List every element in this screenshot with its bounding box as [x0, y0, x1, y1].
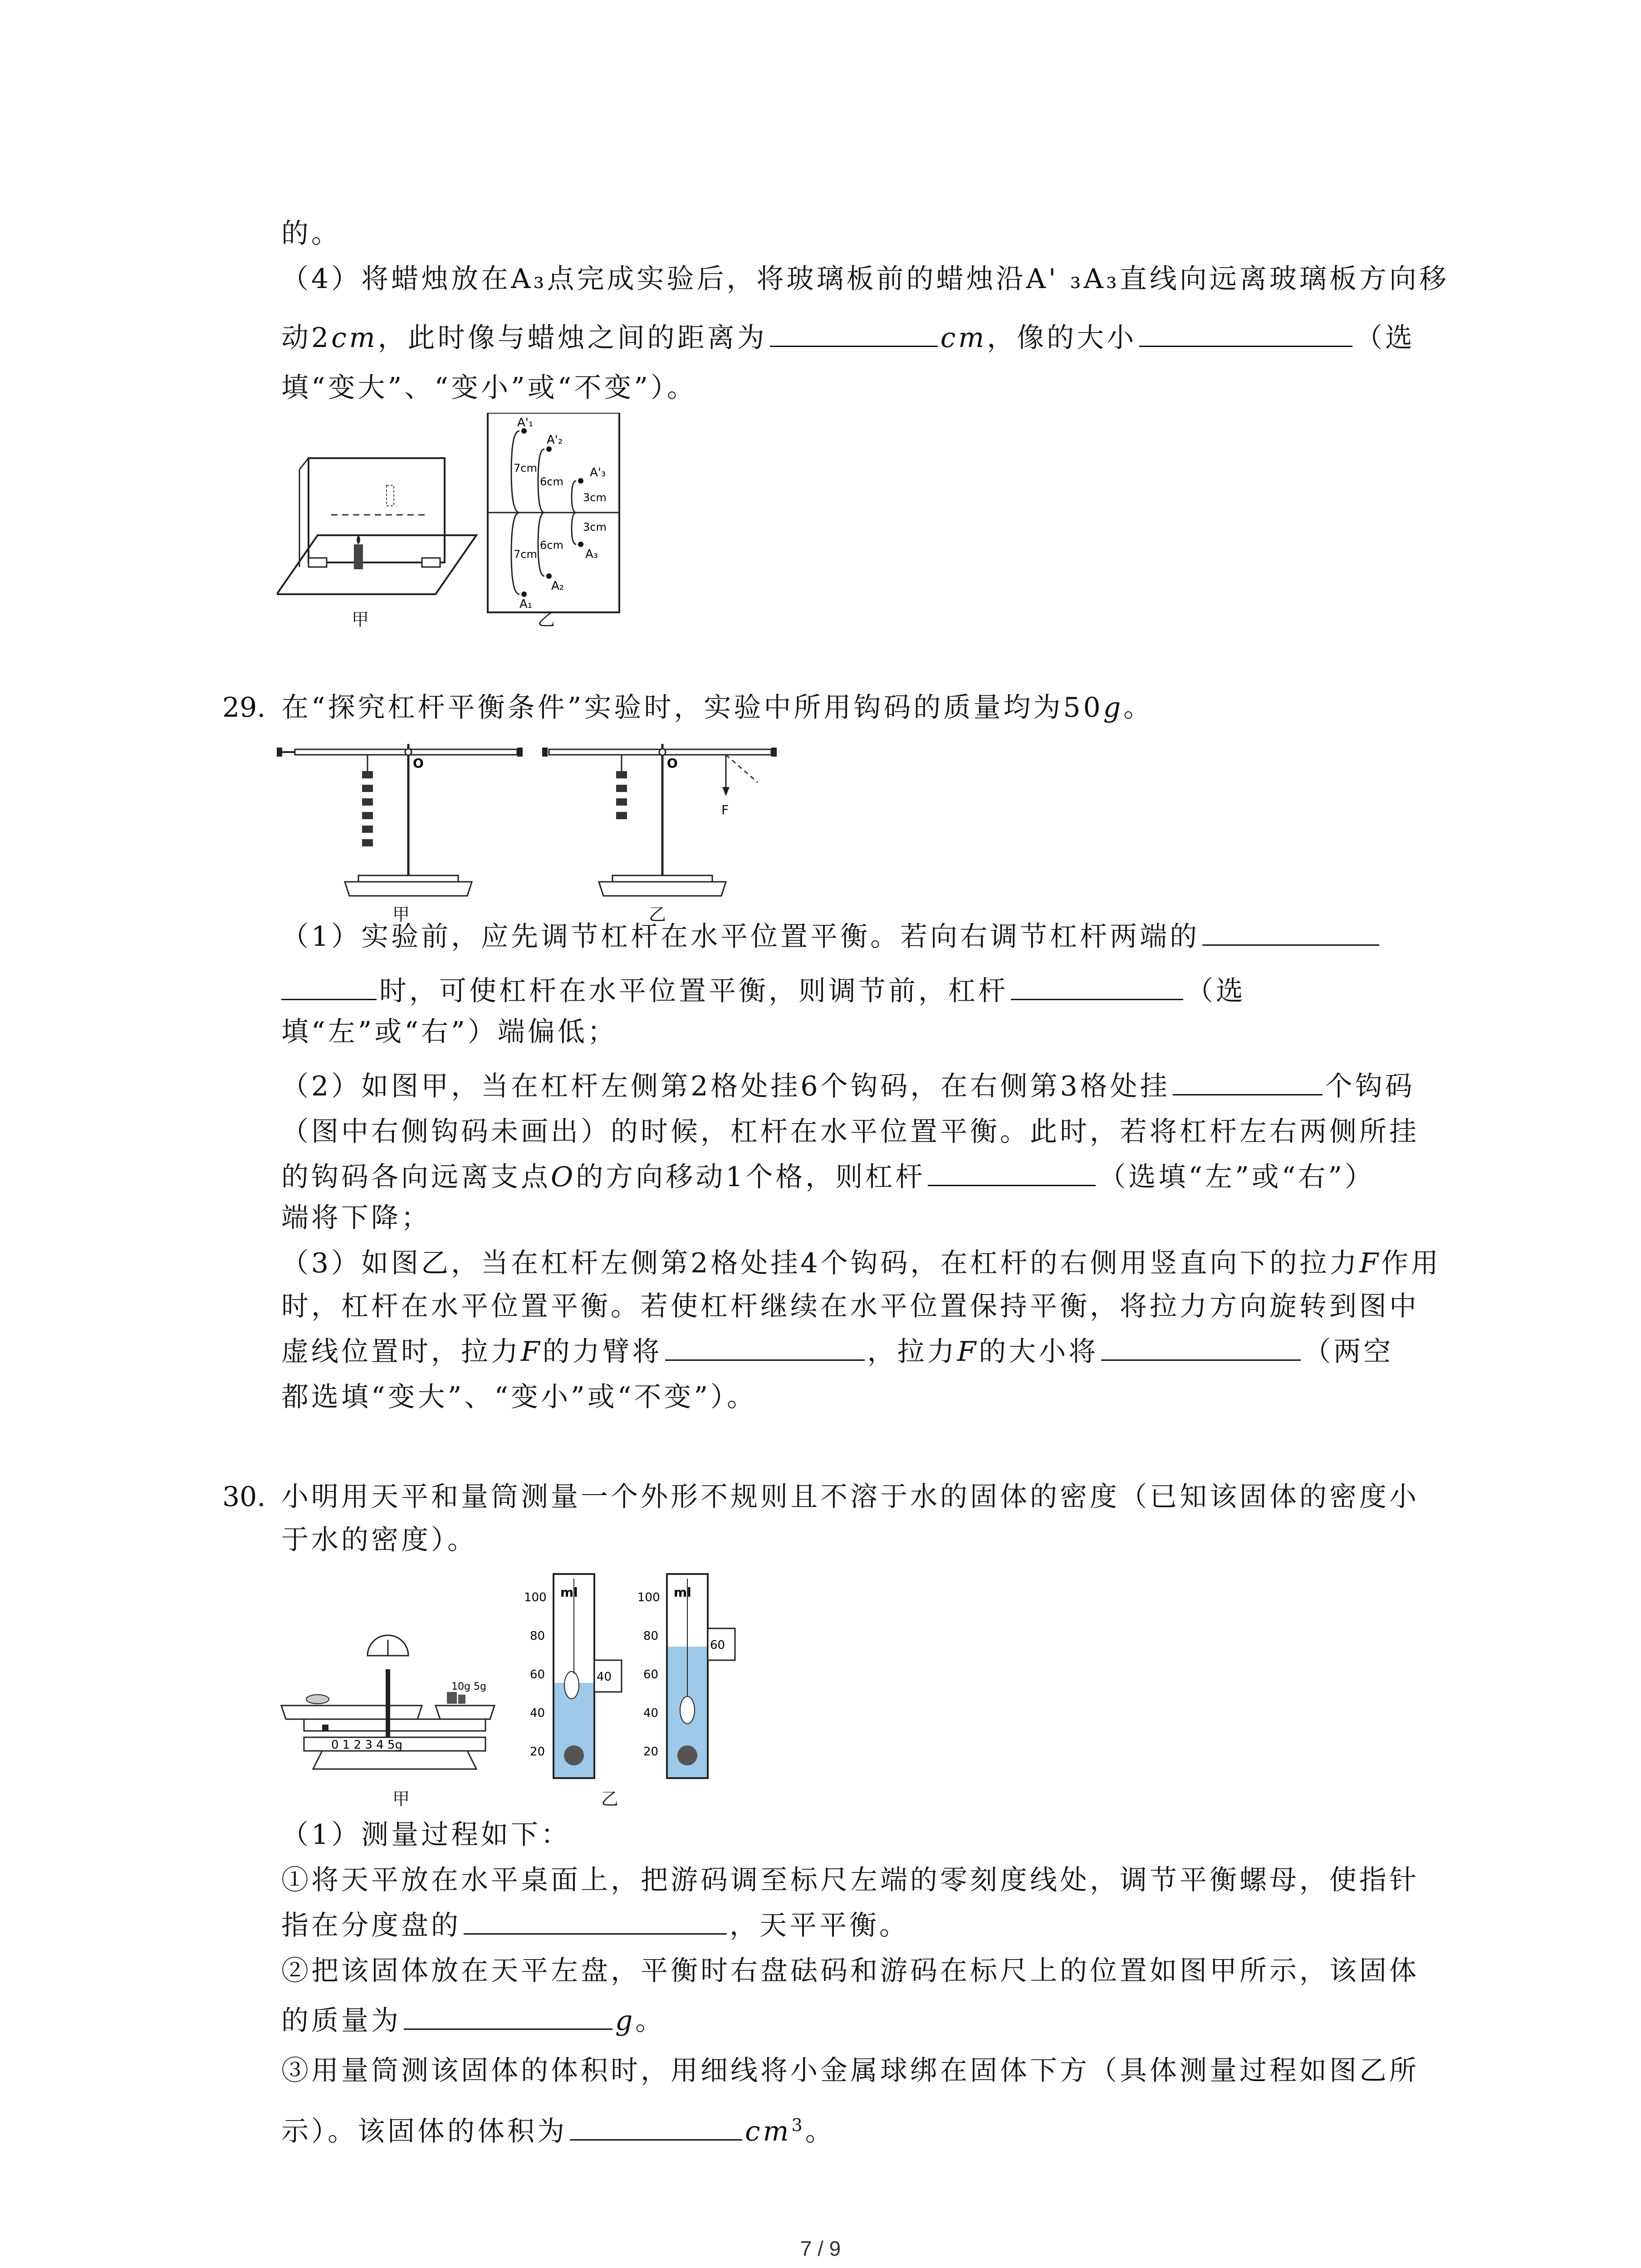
q29-p1-b: 时，可使杠杆在水平位置平衡，则调节前，杠杆 （选: [281, 971, 1246, 1012]
q30-label-scale: 0 1 2 3 4 5g: [331, 1738, 403, 1752]
tick-40-b: 40: [643, 1706, 659, 1720]
q30-reading-60: 60: [710, 1638, 725, 1652]
q30-p1-3b: 示）。该固体的体积为 $cm^3$。: [281, 2105, 835, 2152]
q30-number: 30.: [222, 1481, 266, 1513]
label-a3: A₃: [585, 547, 598, 561]
q30-p1-2b: 的质量为 g。: [281, 2000, 665, 2041]
q29-label-o-yi: O: [667, 756, 678, 771]
answer-blank[interactable]: [665, 1331, 865, 1361]
answer-blank[interactable]: [1139, 318, 1352, 347]
q30-p1-3a: ③用量筒测该固体的体积时，用细线将小金属球绑在固体下方（具体测量过程如图乙所: [281, 2055, 1419, 2087]
q29-p1-a: （1）实验前，应先调节杠杆在水平位置平衡。若向右调节杠杆两端的: [281, 916, 1382, 957]
q28-line-3: 填“变大”、“变小”或“不变”）。: [281, 372, 697, 404]
q30-stem-1: 小明用天平和量筒测量一个外形不规则且不溶于水的固体的密度（已知该固体的密度小: [281, 1481, 1419, 1513]
q28-caption-yi: 乙: [538, 610, 555, 630]
q29-stem: 在“探究杠杆平衡条件”实验时，实验中所用钩码的质量均为50g。: [281, 692, 1154, 723]
label-a2prime: A'₂: [547, 433, 563, 447]
q29-p3-c: 虚线位置时，拉力F的力臂将 ，拉力F的大小将 （两空: [281, 1331, 1393, 1372]
q29-p1-d: 填“左”或“右”）端偏低；: [281, 1016, 617, 1048]
label-6cm-top: 6cm: [540, 475, 563, 488]
q29-p3-a: （3）如图乙，当在杠杆左侧第2格处挂4个钩码，在杠杆的右侧用竖直向下的拉力F作用: [281, 1247, 1441, 1279]
q28-caption-jia: 甲: [352, 610, 369, 630]
q29-caption-jia: 甲: [392, 904, 410, 924]
tick-60-a: 60: [530, 1668, 545, 1681]
q29-label-o-jia: O: [413, 756, 424, 771]
q29-p2-a: （2）如图甲，当在杠杆左侧第2格处挂6个钩码，在右侧第3格处挂 个钩码: [281, 1066, 1415, 1107]
q29-p3-b: 时，杠杆在水平位置平衡。若使杠杆继续在水平位置保持平衡，将拉力方向旋转到图中: [281, 1290, 1419, 1322]
q29-label-f: F: [721, 802, 729, 817]
tick-100-b: 100: [637, 1591, 660, 1604]
q30-reading-40: 40: [597, 1670, 612, 1684]
answer-blank[interactable]: [1011, 971, 1183, 1000]
q30-p1-1b: 指在分度盘的 ，天平平衡。: [281, 1905, 909, 1946]
tick-80-b: 80: [643, 1629, 659, 1643]
tick-100-a: 100: [524, 1591, 547, 1604]
tick-60-b: 60: [643, 1668, 659, 1681]
tick-40-a: 40: [530, 1706, 545, 1720]
tick-20-a: 20: [530, 1745, 545, 1759]
q29-p2-c: （图中右侧钩码未画出）的时候，杠杆在水平位置平衡。此时，若将杠杆左右两侧所挂: [281, 1116, 1419, 1148]
q30-label-ml-1: ml: [560, 1585, 578, 1600]
answer-blank[interactable]: [1101, 1331, 1301, 1361]
tick-80-a: 80: [530, 1629, 545, 1643]
answer-blank[interactable]: [928, 1157, 1096, 1186]
q28-line-2: 动2cm，此时像与蜡烛之间的距离为 cm，像的大小 （选: [281, 318, 1415, 358]
tick-20-b: 20: [643, 1745, 659, 1759]
answer-blank[interactable]: [1173, 1066, 1323, 1095]
q30-p1-1a: ①将天平放在水平桌面上，把游码调至标尺左端的零刻度线处，调节平衡螺母，使指针: [281, 1864, 1419, 1896]
answer-blank[interactable]: [404, 2000, 612, 2030]
q30-stem-2: 于水的密度）。: [281, 1524, 477, 1556]
q29-p2-f: 端将下降；: [281, 1202, 431, 1234]
label-6cm-bottom: 6cm: [540, 539, 563, 552]
q29-caption-yi: 乙: [649, 904, 666, 924]
q30-p1-2a: ②把该固体放在天平左盘，平衡时右盘砝码和游码在标尺上的位置如图甲所示，该固体: [281, 1955, 1419, 1987]
q30-figure-balance-cylinders: [277, 1565, 740, 1792]
q30-p1: （1）测量过程如下：: [281, 1819, 571, 1851]
q30-label-weights: 10g 5g: [451, 1681, 486, 1692]
label-3cm-bottom: 3cm: [583, 521, 607, 533]
page-number: 7 / 9: [800, 2237, 841, 2260]
answer-blank[interactable]: [570, 2111, 742, 2141]
answer-blank[interactable]: [281, 971, 377, 1000]
label-a3prime: A'₃: [590, 466, 606, 479]
label-7cm-top: 7cm: [514, 462, 537, 474]
q29-p2-d: 的钩码各向远离支点O的方向移动1个格，则杠杆 （选填“左”或“右”）: [281, 1157, 1375, 1198]
q30-caption-jia: 甲: [392, 1789, 410, 1809]
q28-line-0: 的。: [281, 218, 341, 249]
q29-p3-d: 都选填“变大”、“变小”或“不变”）。: [281, 1381, 757, 1413]
q30-label-ml-2: ml: [674, 1585, 691, 1600]
q28-figure-mirror-setup: [277, 413, 631, 621]
answer-blank[interactable]: [770, 318, 938, 347]
label-3cm-top: 3cm: [583, 491, 607, 504]
q28-line-1: （4）将蜡烛放在A₃点完成实验后，将玻璃板前的蜡烛沿A' ₃A₃直线向远离玻璃板方向移: [281, 263, 1449, 295]
q29-number: 29.: [222, 692, 266, 723]
label-7cm-bottom: 7cm: [514, 548, 537, 561]
q30-caption-yi: 乙: [601, 1789, 619, 1809]
answer-blank[interactable]: [1202, 916, 1379, 946]
label-a2: A₂: [551, 579, 564, 593]
label-a1prime: A'₁: [517, 416, 534, 430]
q29-figure-lever: [277, 739, 780, 903]
label-a1: A₁: [519, 597, 533, 611]
answer-blank[interactable]: [464, 1905, 727, 1935]
